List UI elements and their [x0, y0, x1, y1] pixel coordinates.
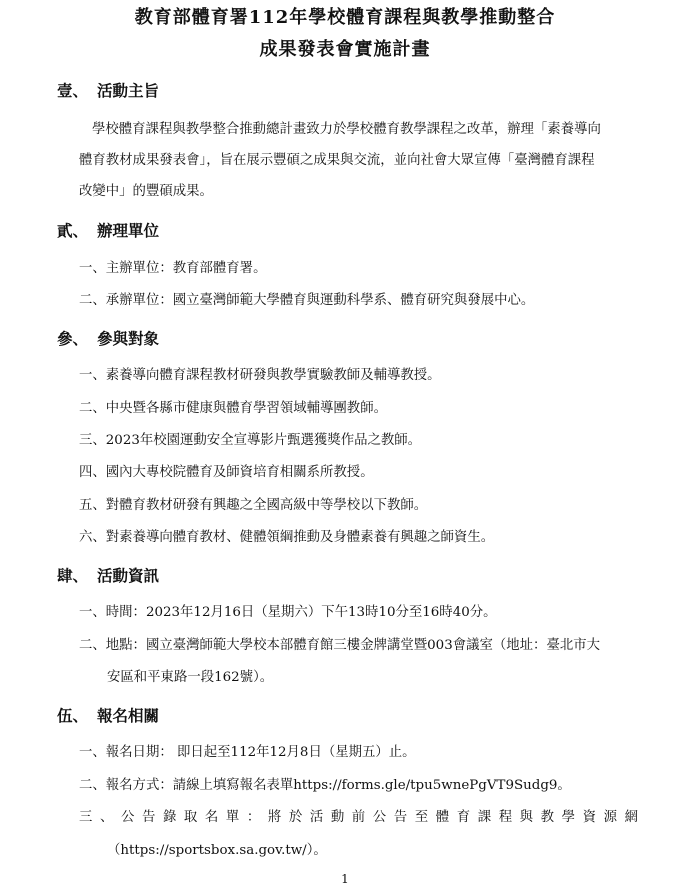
section-title: 活動主旨	[97, 81, 160, 100]
list-item: 三、2023年校園運動安全宣導影片甄選獲獎作品之教師。	[79, 433, 422, 448]
section-number: 伍、	[57, 706, 89, 725]
list-item: 二、報名方式：請線上填寫報名表單https://forms.gle/tpu5wnePgVT9Sudg9。	[79, 778, 571, 793]
list-item: 一、報名日期： 即日起至112年12月8日（星期五）止。	[79, 745, 416, 760]
list-item: 一、主辦單位：教育部體育署。	[79, 261, 267, 276]
list-item: 三、公告錄取名單：將於活動前公告至體育課程與教學資源網	[79, 810, 638, 825]
section-number: 參、	[57, 329, 89, 348]
section-number: 壹、	[57, 81, 89, 100]
section-heading-registration	[57, 704, 159, 726]
list-item: 一、素養導向體育課程教材研發與教學實驗教師及輔導教授。	[79, 368, 441, 383]
page-number: 1	[341, 872, 349, 886]
list-item: 六、對素養導向體育教材、健體領綱推動及身體素養有興趣之師資生。	[79, 530, 495, 545]
section-title: 活動資訊	[97, 566, 160, 585]
paragraph-line: 改變中」的豐碩成果。	[79, 184, 213, 199]
section-number: 肆、	[57, 566, 89, 585]
section-heading-participants	[57, 327, 159, 349]
section-heading-event-info	[57, 564, 159, 586]
document-title-line2: 成果發表會實施計畫	[259, 39, 431, 60]
section-title: 參與對象	[97, 329, 160, 348]
list-item: 一、時間：2023年12月16日（星期六）下午13時10分至16時40分。	[79, 605, 497, 620]
section-heading-purpose	[57, 79, 159, 101]
section-title: 辦理單位	[97, 221, 160, 240]
paragraph-line: 體育教材成果發表會」，旨在展示豐碩之成果與交流，並向社會大眾宣傳「臺灣體育課程	[79, 153, 595, 168]
list-item: 四、國內大專校院體育及師資培育相關系所教授。	[79, 465, 374, 480]
section-number: 貳、	[57, 221, 89, 240]
section-title: 報名相關	[97, 706, 160, 725]
list-item: 二、中央暨各縣市健康與體育學習領域輔導團教師。	[79, 401, 387, 416]
paragraph-line: 學校體育課程與教學整合推動總計畫致力於學校體育教學課程之改革，辦理「素養導向	[92, 122, 601, 137]
list-item: 二、承辦單位：國立臺灣師範大學體育與運動科學系、體育研究與發展中心。	[79, 293, 535, 308]
list-item: 五、對體育教材研發有興趣之全國高級中等學校以下教師。	[79, 498, 428, 513]
list-item-continuation: （https://sportsbox.sa.gov.tw/）。	[107, 843, 327, 858]
document-title-line1: 教育部體育署112年學校體育課程與教學推動整合	[134, 7, 556, 28]
list-item: 二、地點：國立臺灣師範大學校本部體育館三樓金牌講堂暨003會議室（地址：臺北市大	[79, 638, 601, 653]
section-heading-organizers	[57, 219, 159, 241]
list-item-continuation: 安區和平東路一段162號）。	[107, 670, 274, 685]
